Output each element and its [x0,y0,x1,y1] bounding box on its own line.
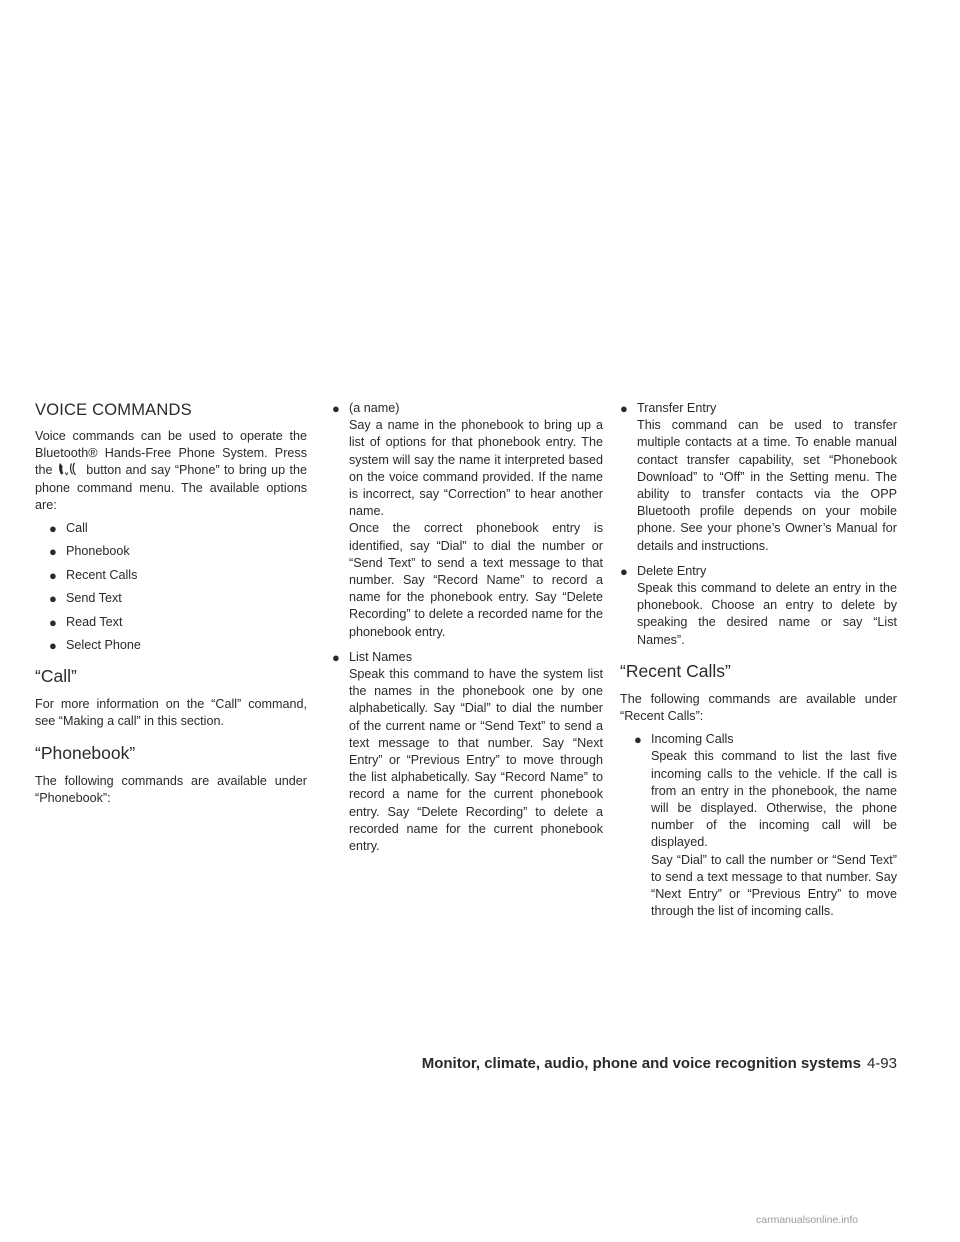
call-heading: “Call” [35,666,77,687]
section-title: VOICE COMMANDS [35,401,192,419]
item-text: Say a name in the phonebook to bring up a list of options for that phonebook entry. The system will say the name it interpreted based on the voice command provided. If the name is incorrect, say “Correction” to hear another name. [349,418,603,519]
intro-paragraph [35,428,307,514]
bullet: ● [620,401,628,416]
list-item: ● Select Phone [49,637,141,653]
bullet: ● [49,521,57,537]
bullet: ● [634,732,642,748]
column-left [35,400,307,807]
item-text: Speak this command to delete an entry in the phonebook. Choose an entry to delete by speaking the desired name or say “List Names”. [637,581,897,647]
phonebook-commands-list [332,400,603,855]
chapter-title: Monitor, climate, audio, phone and voice recognition systems [421,1055,861,1072]
bullet: ● [49,544,57,560]
bullet: ● [332,649,340,665]
list-item: ● Send Text [49,591,122,607]
recent-calls-list [634,731,897,920]
list-item [620,563,897,649]
phone-talk-icon [57,462,79,476]
list-item: ● Recent Calls [49,567,138,583]
item-title: List Names [349,649,412,664]
bullet: ● [332,401,340,416]
item-text: Speak this command to list the last five incoming calls to the vehicle. If the call is from an entry in the phonebook, the name will be displayed. Otherwise, the phone number of the incoming call will be displayed. [651,749,897,850]
bullet: ● [49,591,57,607]
item-title: (a name) [349,401,400,415]
item-title: Transfer Entry [637,401,717,415]
bullet: ● [620,563,628,579]
recent-calls-paragraph: The following commands are available under “Recent Calls”: [620,691,897,724]
list-item: ● Read Text [49,614,123,630]
item-text: Say “Dial” to call the number or “Send Text” to send a text message to that number. Say “Next Entry” or “Previous Entry” to move through the list of incoming calls. [651,852,897,919]
item-title: Incoming Calls [651,732,734,747]
phonebook-heading: “Phonebook” [35,742,136,763]
watermark: carmanualsonline.info [756,1214,859,1226]
column-right [620,400,897,928]
page-footer [422,1055,897,1072]
phonebook-commands-list-continued [620,400,897,649]
list-item [332,400,603,641]
intro-text-before: Voice commands can be used to operate the Bluetooth® Hands-Free Phone System. Press the [35,429,307,478]
call-paragraph: For more information on the “Call” command, see “Making a call” in this section. [35,697,307,729]
item-text: Once the correct phonebook entry is identified, say “Dial” to dial the number or “Send Text” to send a text message to that number. Say “Record Name” to record a name for the phonebook entry. Say “Delete Recording” to delete a recorded name for the phonebook entry. [349,521,603,639]
phonebook-paragraph: The following commands are available under “Phonebook”: [35,773,307,805]
list-item [634,731,897,920]
intro-text-after: button and say “Phone” to bring up the phone command menu. The available options are: [35,463,308,512]
list-item [332,649,603,855]
item-text: This command can be used to transfer multiple contacts at a time. To enable manual contact transfer capability, set “Phonebook Download” to “Off” in the Setting menu. The ability to transfer contacts via the OPP Bluetooth profile depends on your mobile phone. See your phone’s Owner’s Manual for details and instructions. [637,418,897,553]
list-item: ● Call [49,521,88,537]
item-text: Speak this command to have the system list the names in the phonebook one by one alphabetically. Say “Dial” to dial the number of the current name or “Send Text” to send a text message to that number. Say “Next Entry” or “Previous Entry” to move through the list alphabetically. Say “Record Name” to record a name for the current phonebook entry. Say “Delete Recording” to delete a recorded name for the current phonebook entry. [349,667,603,854]
item-title: Delete Entry [637,563,707,578]
column-middle [332,400,603,863]
list-item: ● Phonebook [49,544,130,560]
list-item [620,400,897,555]
options-list [35,520,307,654]
bullet: ● [49,567,57,583]
recent-calls-heading: “Recent Calls” [620,660,731,681]
bullet: ● [49,614,57,630]
page-number: 4-93 [866,1055,897,1072]
bullet: ● [49,637,57,653]
